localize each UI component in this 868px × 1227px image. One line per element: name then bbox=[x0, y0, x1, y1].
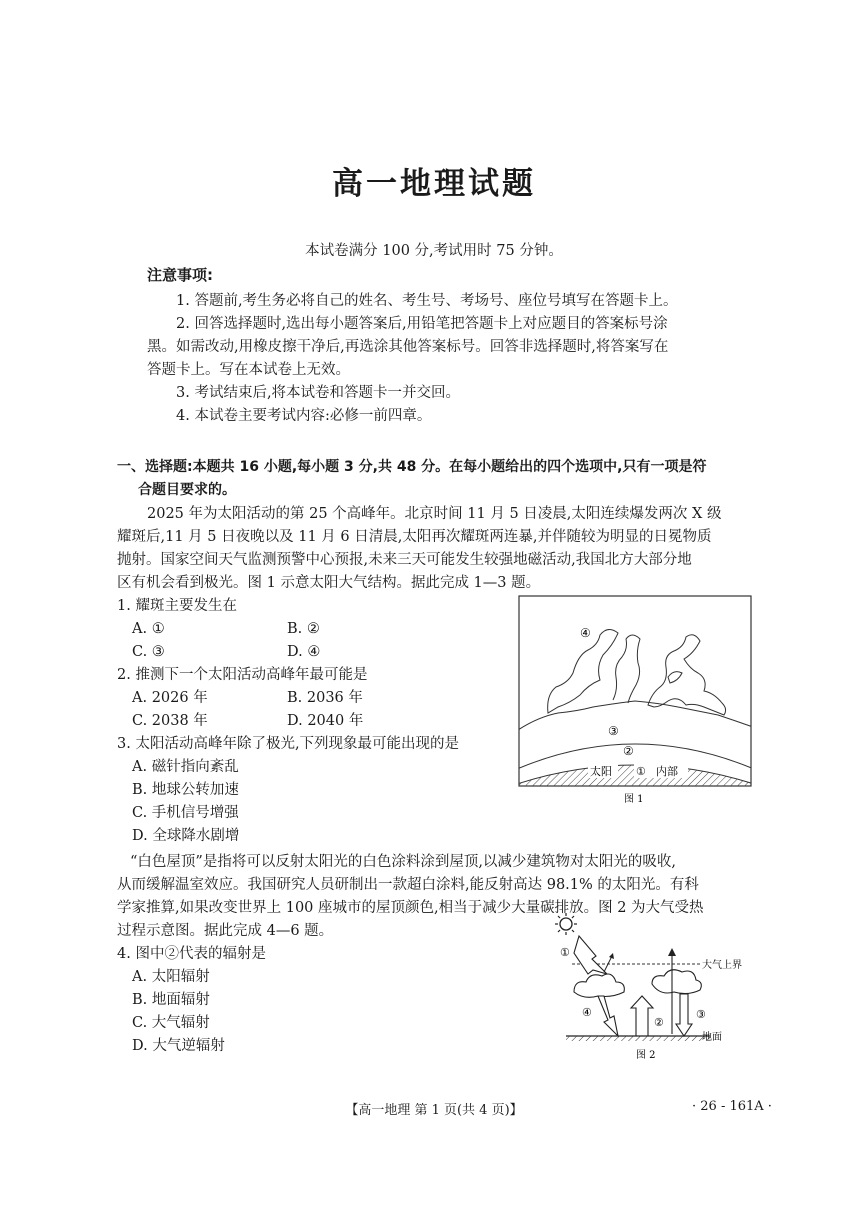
option: D. 2040 年 bbox=[287, 713, 364, 729]
question-stem: 3. 太阳活动高峰年除了极光,下列现象最可能出现的是 bbox=[117, 736, 460, 752]
sun-icon bbox=[555, 913, 577, 935]
figure1-label-2: ② bbox=[623, 744, 634, 758]
question-stem: 4. 图中②代表的辐射是 bbox=[117, 946, 266, 962]
figure1-label-1: ① bbox=[636, 765, 646, 778]
passage-line: 从而缓解温室效应。我国研究人员研制出一款超白涂料,能反射高达 98.1% 的太阳光。有科 bbox=[117, 877, 699, 893]
exam-code: · 26 - 161A · bbox=[692, 1099, 772, 1114]
notice-item: 答题卡上。写在本试卷上无效。 bbox=[147, 362, 350, 378]
notice-item: 1. 答题前,考生务必将自己的姓名、考生号、考场号、座位号填写在答题卡上。 bbox=[176, 293, 678, 309]
passage-line: 过程示意图。据此完成 4—6 题。 bbox=[117, 923, 334, 939]
option: B. 地球公转加速 bbox=[132, 782, 239, 798]
figure2-label-1: ① bbox=[560, 946, 570, 959]
figure2-label-4: ④ bbox=[582, 1006, 592, 1019]
figure1-label-inner: 内部 bbox=[656, 765, 678, 778]
page-footer: 【高一地理 第 1 页(共 4 页)】 bbox=[345, 1103, 523, 1118]
option: D. ④ bbox=[287, 644, 321, 660]
option: D. 全球降水剧增 bbox=[132, 828, 240, 844]
option: C. 手机信号增强 bbox=[132, 805, 239, 821]
option: A. ① bbox=[132, 621, 165, 637]
passage-line: 耀斑后,11 月 5 日夜晚以及 11 月 6 日清晨,太阳再次耀斑两连暴,并伴随较为明显的日冕物质 bbox=[117, 529, 712, 545]
figure2-label-atmos-top: 大气上界 bbox=[702, 960, 742, 971]
figure1-label-4: ④ bbox=[580, 626, 591, 640]
exam-subtitle: 本试卷满分 100 分,考试用时 75 分钟。 bbox=[305, 243, 563, 259]
figure2-label-ground: 地面 bbox=[702, 1032, 722, 1043]
passage-line: 学家推算,如果改变世界上 100 座城市的屋顶颜色,相当于减少大量碳排放。图 2 为大气受热 bbox=[117, 900, 704, 916]
figure1-label-3: ③ bbox=[608, 724, 619, 738]
option: A. 磁针指向紊乱 bbox=[132, 759, 239, 775]
figure1-label-sun: 太阳 bbox=[590, 765, 612, 778]
figure-solar-atmosphere bbox=[518, 595, 753, 815]
notice-item: 4. 本试卷主要考试内容:必修一前四章。 bbox=[176, 408, 432, 424]
notice-heading: 注意事项: bbox=[147, 266, 213, 284]
notice-item: 3. 考试结束后,将本试卷和答题卡一并交回。 bbox=[176, 385, 461, 401]
figure2-label-2: ② bbox=[654, 1016, 664, 1029]
option: C. 大气辐射 bbox=[132, 1015, 210, 1031]
notice-item: 2. 回答选择题时,选出每小题答案后,用铅笔把答题卡上对应题目的答案标号涂 bbox=[176, 316, 668, 332]
figure1-caption: 图 1 bbox=[624, 794, 644, 805]
passage-line: “白色屋顶”是指将可以反射太阳光的白色涂料涂到屋顶,以减少建筑物对太阳光的吸收, bbox=[130, 854, 677, 870]
option: B. 2036 年 bbox=[287, 690, 363, 706]
option: C. 2038 年 bbox=[132, 713, 208, 729]
section-heading: 一、选择题:本题共 16 小题,每小题 3 分,共 48 分。在每小题给出的四个选项中,只有一项是符 bbox=[117, 459, 707, 475]
passage-line: 2025 年为太阳活动的第 25 个高峰年。北京时间 11 月 5 日凌晨,太阳连续爆发两次 X 级 bbox=[147, 506, 722, 522]
option: C. ③ bbox=[132, 644, 165, 660]
section-heading-cont: 合题目要求的。 bbox=[138, 482, 236, 498]
option: A. 2026 年 bbox=[132, 690, 208, 706]
page-title: 高一地理试题 bbox=[332, 166, 536, 202]
question-stem: 1. 耀斑主要发生在 bbox=[117, 598, 237, 614]
notice-item: 黑。如需改动,用橡皮擦干净后,再选涂其他答案标号。回答非选择题时,将答案写在 bbox=[147, 339, 669, 355]
figure2-label-3: ③ bbox=[696, 1008, 706, 1021]
passage-line: 区有机会看到极光。图 1 示意太阳大气结构。据此完成 1—3 题。 bbox=[117, 575, 541, 591]
figure-atmospheric-heating bbox=[552, 912, 762, 1062]
option: D. 大气逆辐射 bbox=[132, 1038, 225, 1054]
passage-line: 抛射。国家空间天气监测预警中心预报,未来三天可能发生较强地磁活动,我国北方大部分地 bbox=[117, 552, 692, 568]
option: A. 太阳辐射 bbox=[132, 969, 210, 985]
option: B. 地面辐射 bbox=[132, 992, 210, 1008]
figure2-caption: 图 2 bbox=[636, 1050, 656, 1061]
question-stem: 2. 推测下一个太阳活动高峰年最可能是 bbox=[117, 667, 368, 683]
option: B. ② bbox=[287, 621, 320, 637]
